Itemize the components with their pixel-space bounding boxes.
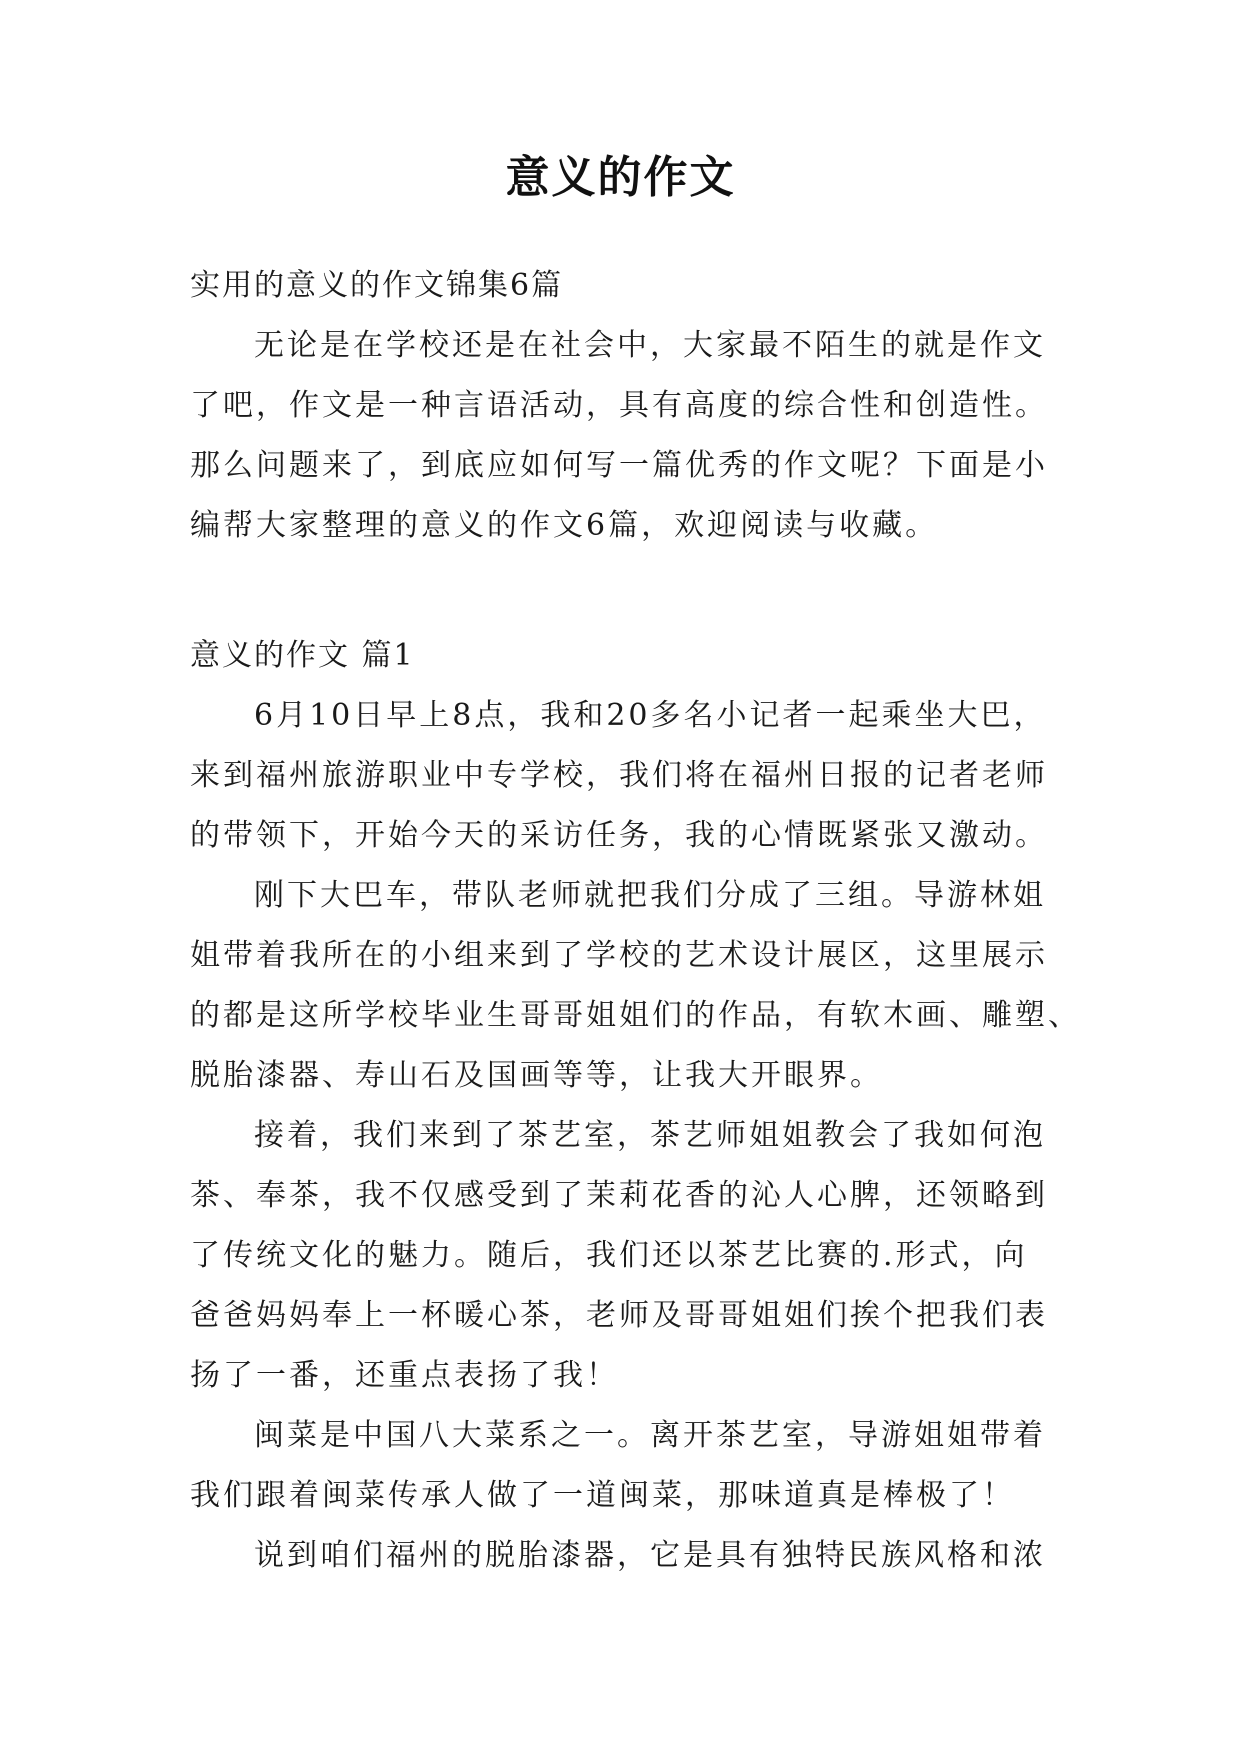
paragraph-3 — [190, 1106, 1060, 1406]
paragraph-line: 脱胎漆器、寿山石及国画等等，让我大开眼界。 — [190, 1058, 883, 1093]
paragraph-line: 茶、奉茶，我不仅感受到了茉莉花香的沁人心脾，还领略到 — [190, 1178, 1048, 1213]
paragraph-line: 6月10日早上8点，我和20多名小记者一起乘坐大巴， — [254, 698, 1047, 733]
intro-section — [190, 256, 1060, 556]
paragraph-line: 我们跟着闽菜传承人做了一道闽菜，那味道真是棒极了！ — [190, 1478, 1015, 1513]
paragraph-line: 的都是这所学校毕业生哥哥姐姐们的作品，有软木画、雕塑、 — [190, 998, 1081, 1033]
essay-section-1 — [190, 626, 1081, 1586]
paragraph-line: 的带领下，开始今天的采访任务，我的心情既紧张又激动。 — [190, 818, 1048, 853]
paragraph-2 — [190, 866, 1081, 1106]
paragraph-line: 闽菜是中国八大菜系之一。离开茶艺室，导游姐姐带着 — [254, 1418, 1046, 1453]
paragraph-line: 扬了一番，还重点表扬了我！ — [190, 1358, 619, 1393]
section-heading: 意义的作文 篇1 — [190, 638, 415, 673]
paragraph-1 — [190, 686, 1060, 866]
intro-line: 无论是在学校还是在社会中，大家最不陌生的就是作文 — [254, 328, 1046, 363]
paragraph-line: 爸爸妈妈奉上一杯暖心茶，老师及哥哥姐姐们挨个把我们表 — [190, 1298, 1048, 1333]
paragraph-line: 说到咱们福州的脱胎漆器，它是具有独特民族风格和浓 — [254, 1538, 1046, 1573]
paragraph-5 — [190, 1526, 1060, 1586]
intro-heading: 实用的意义的作文锦集6篇 — [190, 268, 564, 303]
intro-line: 了吧，作文是一种言语活动，具有高度的综合性和创造性。 — [190, 388, 1048, 423]
intro-line: 那么问题来了，到底应如何写一篇优秀的作文呢？下面是小 — [190, 448, 1048, 483]
intro-line: 编帮大家整理的意义的作文6篇，欢迎阅读与收藏。 — [190, 508, 939, 543]
paragraph-line: 了传统文化的魅力。随后，我们还以茶艺比赛的.形式，向 — [190, 1238, 1028, 1273]
paragraph-line: 刚下大巴车，带队老师就把我们分成了三组。导游林姐 — [254, 878, 1046, 913]
paragraph-line: 姐带着我所在的小组来到了学校的艺术设计展区，这里展示 — [190, 938, 1048, 973]
paragraph-4 — [190, 1406, 1060, 1526]
paragraph-line: 接着，我们来到了茶艺室，茶艺师姐姐教会了我如何泡 — [254, 1118, 1046, 1153]
document-title: 意义的作文 — [505, 152, 736, 203]
paragraph-line: 来到福州旅游职业中专学校，我们将在福州日报的记者老师 — [190, 758, 1048, 793]
